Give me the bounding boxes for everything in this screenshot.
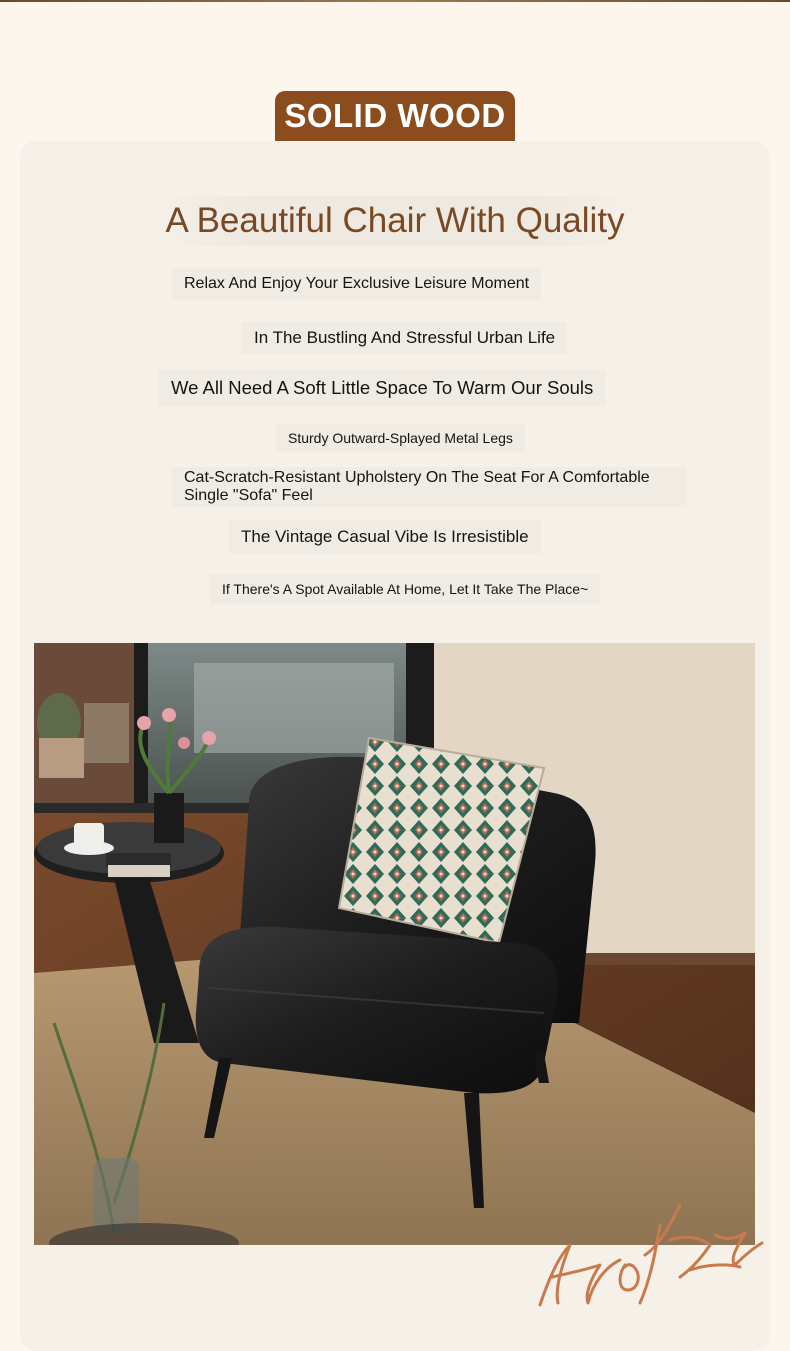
product-photo — [34, 643, 755, 1245]
tagline-line-3: We All Need A Soft Little Space To Warm Our Souls — [159, 370, 605, 406]
tagline-vintage-vibe: The Vintage Casual Vibe Is Irresistible — [229, 520, 541, 554]
tagline-line-1: Relax And Enjoy Your Exclusive Leisure Moment — [172, 268, 541, 300]
top-border-strip — [0, 0, 790, 2]
tagline-spot-at-home: If There's A Spot Available At Home, Let It Take The Place~ — [210, 574, 600, 604]
page-headline: A Beautiful Chair With Quality — [152, 196, 638, 246]
feature-upholstery: Cat-Scratch-Resistant Upholstery On The Seat For A Comfortable Single "Sofa" Feel — [172, 467, 686, 507]
tagline-line-2: In The Bustling And Stressful Urban Life — [242, 322, 567, 354]
feature-metal-legs: Sturdy Outward-Splayed Metal Legs — [276, 424, 525, 452]
signature-mark — [530, 1185, 765, 1315]
solid-wood-badge: SOLID WOOD — [275, 91, 515, 141]
